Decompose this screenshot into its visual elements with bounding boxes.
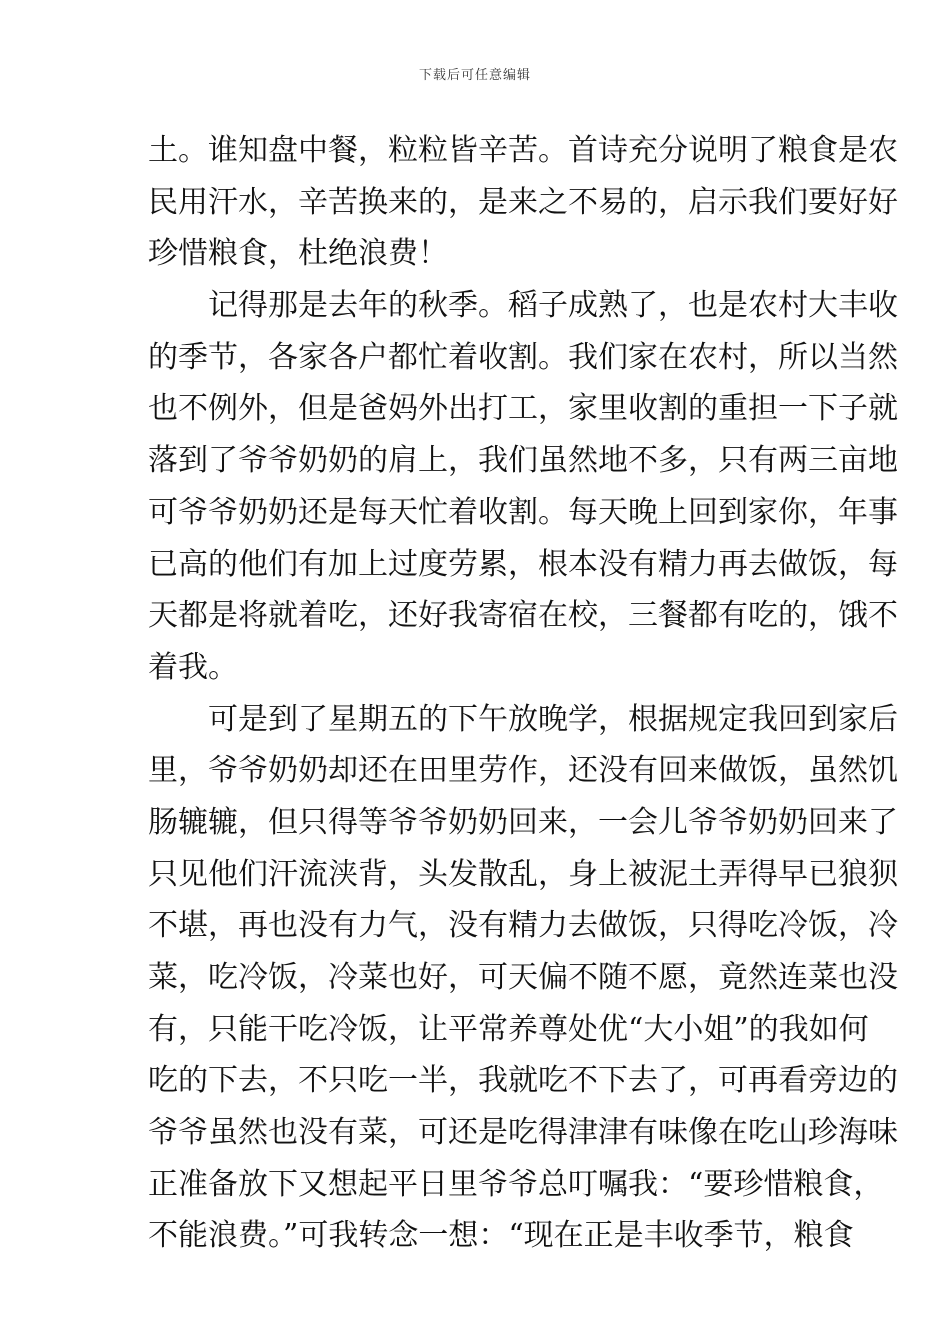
text-line: 的季节，各家各户都忙着收割。我们家在农村，所以当然	[148, 339, 898, 375]
text-line: 有，只能干吃冷饭，让平常养尊处优“大小姐”的我如何	[148, 1011, 869, 1047]
text-line: 天都是将就着吃，还好我寄宿在校，三餐都有吃的，饿不	[148, 598, 898, 634]
text-line: 也不例外，但是爸妈外出打工，家里收割的重担一下子就	[148, 391, 898, 427]
paragraph	[148, 280, 898, 694]
text-line: 不能浪费。”可我转念一想：“现在正是丰收季节，粮食	[148, 1218, 854, 1254]
document-body	[148, 125, 898, 1262]
paragraph	[148, 694, 898, 1263]
text-line: 只见他们汗流浃背，头发散乱，身上被泥土弄得早已狼狈	[148, 856, 898, 892]
text-line: 可是到了星期五的下午放晚学，根据规定我回到家后	[208, 701, 898, 737]
page-header: 下载后可任意编辑	[418, 68, 531, 83]
text-line: 正准备放下又想起平日里爷爷总叮嘱我：“要珍惜粮食，	[148, 1166, 884, 1202]
text-line: 着我。	[148, 649, 238, 685]
text-line: 菜，吃冷饭，冷菜也好，可天偏不随不愿，竟然连菜也没	[148, 960, 898, 995]
text-line: 民用汗水，辛苦换来的，是来之不易的，启示我们要好好	[148, 184, 898, 220]
paragraph	[148, 125, 898, 280]
text-line: 珍惜粮食，杜绝浪费！	[148, 236, 448, 272]
text-line: 已高的他们有加上过度劳累，根本没有精力再去做饭，每	[148, 546, 898, 582]
text-line: 肠辘辘，但只得等爷爷奶奶回来，一会儿爷爷奶奶回来了	[148, 804, 898, 840]
text-line: 爷爷虽然也没有菜，可还是吃得津津有味像在吃山珍海味	[148, 1115, 898, 1151]
text-line: 里，爷爷奶奶却还在田里劳作，还没有回来做饭，虽然饥	[148, 753, 898, 789]
text-line: 记得那是去年的秋季。稻子成熟了，也是农村大丰收	[208, 288, 898, 324]
text-line: 土。谁知盘中餐，粒粒皆辛苦。首诗充分说明了粮食是农	[148, 133, 898, 168]
text-line: 可爷爷奶奶还是每天忙着收割。每天晚上回到家你，年事	[148, 494, 898, 530]
text-line: 吃的下去，不只吃一半，我就吃不下去了，可再看旁边的	[148, 1063, 898, 1099]
text-line: 不堪，再也没有力气，没有精力去做饭，只得吃冷饭，冷	[148, 908, 898, 944]
text-line: 落到了爷爷奶奶的肩上，我们虽然地不多，只有两三亩地	[148, 443, 898, 479]
